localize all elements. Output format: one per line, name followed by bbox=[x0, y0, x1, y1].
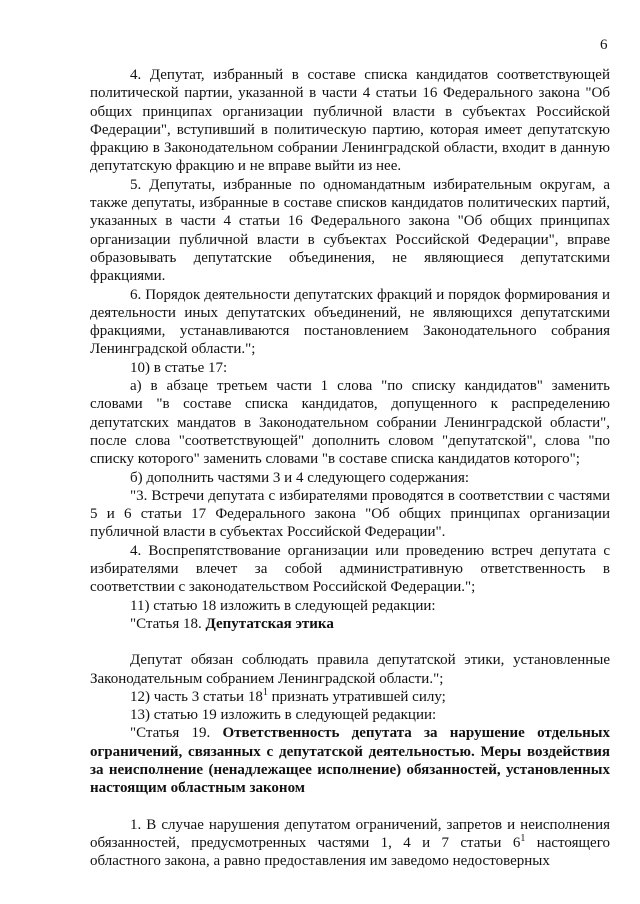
paragraph-part-6: 6. Порядок деятельности депутатских фракций и порядок формирования и деятельности иных депутатских объединений, не являющихся депутатскими фракциями, устанавливаются постановлением Законодательного собрания Ленинградской области."; bbox=[90, 286, 610, 358]
paragraph-item-12 bbox=[90, 688, 610, 706]
article-19-title: Ответственность депутата за нарушение отдельных ограничений, связанных с депутатской деятельностью. Меры воздействия за неисполнение (ненадлежащее исполнение) обязанностей, установленных настоящим областным законом bbox=[90, 725, 611, 797]
part-1-text: 1. В случае нарушения депутатом ограничений, запретов и неисполнения обязанностей, предусмотренных частями 1, 4 и 7 статьи 6 bbox=[90, 816, 610, 851]
part-1-text-end: настоящего областного закона, а равно предоставления им заведомо недостоверных bbox=[90, 834, 610, 870]
page-number: 6 bbox=[600, 37, 608, 53]
article-18-heading bbox=[90, 615, 610, 633]
item-12-text: 12) часть 3 статьи 18 bbox=[130, 688, 263, 705]
paragraph-item-13: 13) статью 19 изложить в следующей редакции: bbox=[130, 707, 437, 724]
paragraph-item-11: 11) статью 18 изложить в следующей редакции: bbox=[130, 597, 436, 614]
paragraph-part-4: 4. Депутат, избранный в составе списка кандидатов соответствующей политической партии, указанной в части 4 статьи 16 Федерального закона "Об общих принципах организации публичной власти в субъектах Российской Федерации", вступивший в политическую партию, которая имеет депутатскую фракцию в Законодательном собрании Ленинградской области, входит в данную депутатскую фракцию и не вправе выйти из нее. bbox=[90, 67, 610, 175]
paragraph-item-10a: а) в абзаце третьем части 1 слова "по списку кандидатов" заменить словами "в составе списка кандидатов, допущенного к распределению депутатских мандатов в Законодательном собрании Ленинградской области", после слова "соответствующей" дополнить словом "депутатской", слова "по списку которого" заменить словами "в составе списка кандидатов которого"; bbox=[90, 378, 610, 468]
article-18-number: "Статья 18. bbox=[130, 615, 202, 632]
paragraph-article-18-text: Депутат обязан соблюдать правила депутатской этики, установленные Законодательным собранием Ленинградской области."; bbox=[90, 652, 610, 687]
part-1-superscript: 1 bbox=[520, 832, 526, 844]
item-12-text-end: признать утратившей силу; bbox=[267, 688, 446, 705]
article-19-number: "Статья 19. bbox=[130, 725, 211, 742]
paragraph-new-part-4: 4. Воспрепятствование организации или проведению встреч депутата с избирателями влечет за собой административную ответственность в соответствии с законодательством Российской Федерации."; bbox=[90, 542, 610, 596]
article-19-heading bbox=[90, 724, 610, 797]
paragraph-new-part-3: "3. Встречи депутата с избирателями проводятся в соответствии с частями 5 и 6 статьи 17 Федерального закона "Об общих принципах организации публичной власти в субъектах Российской Федерации". bbox=[90, 487, 610, 541]
document-body bbox=[90, 66, 610, 870]
paragraph-part-5: 5. Депутаты, избранные по одномандатным избирательным округам, а также депутаты, избранные в составе списков кандидатов политических партий, указанных в части 4 статьи 16 Федерального закона "Об общих принципах организации публичной власти в субъектах Российской Федерации", вправе образовывать депутатские объединения, не являющиеся депутатскими фракциями. bbox=[90, 176, 610, 285]
paragraph-item-10: 10) в статье 17: bbox=[130, 359, 228, 376]
article-18-title: Депутатская этика bbox=[205, 615, 334, 632]
paragraph-item-10b: б) дополнить частями 3 и 4 следующего содержания: bbox=[130, 469, 470, 486]
item-12-superscript: 1 bbox=[262, 686, 268, 698]
paragraph-article-19-part-1 bbox=[90, 816, 610, 871]
